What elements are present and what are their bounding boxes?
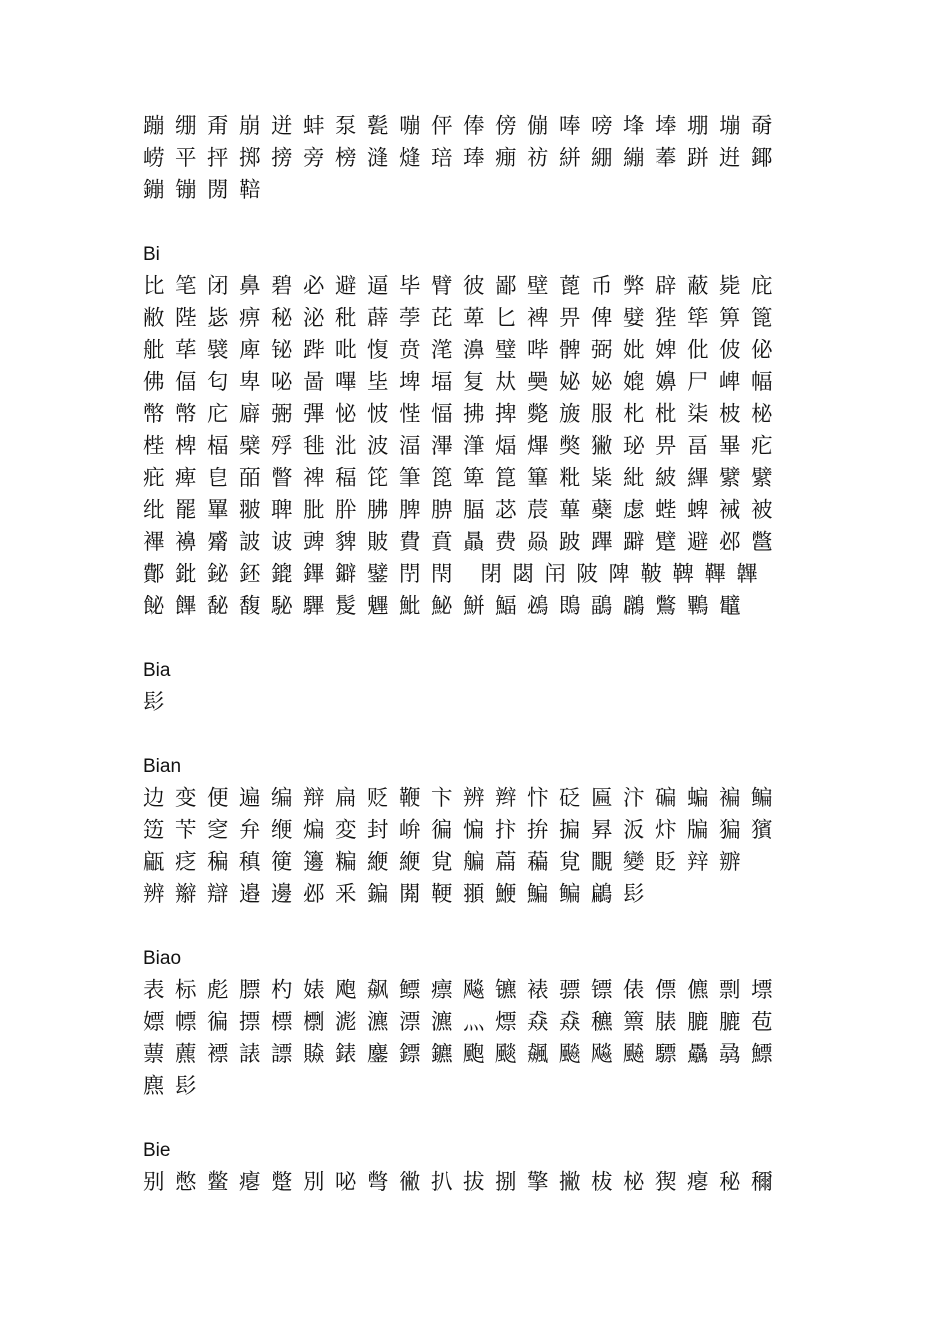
section-gap bbox=[143, 207, 823, 239]
character-row: 比笔闭鼻碧必避逼毕臂彼鄙壁蓖币弊辟蔽毙庇 bbox=[143, 274, 784, 299]
character-row: 表标彪膘杓婊飑飙鳔瘭飚镳裱骠镖俵僄儦剽墂 bbox=[143, 978, 784, 1003]
section-bi bbox=[143, 239, 823, 623]
character-row: 别憋鳖瘪蹩別咇彆徶扒拔捌擎撇柭柲猰瘪秘穪 bbox=[143, 1170, 784, 1195]
section-beng bbox=[143, 111, 823, 207]
character-row: 鄪鈚鉍鉟鎞鏎鐴鐾閅閇 閉閟闬陂陴鞁鞞鞸韠 bbox=[143, 562, 769, 587]
section-heading: Bie bbox=[143, 1140, 171, 1161]
section-heading: Bi bbox=[143, 244, 160, 265]
character-row: 梐椑楅檗殍毴沘波湢滭潷煏熚獘獙珌畀畐畢疕 bbox=[143, 434, 784, 459]
character-row: 纰罷罼翍聛肶肸胇脾腗腷苾莀蓽蘗虙蜌蜱裓被 bbox=[143, 498, 784, 523]
character-row: 甂疺稨稹箯籩糄緶緶覍艑萹藊覍覵變貶辡辧 bbox=[143, 850, 752, 875]
section-heading: Biao bbox=[143, 948, 182, 969]
section-bian bbox=[143, 751, 823, 911]
character-row: 襅襣觱詖诐豍貏貱費賁贔费赑跛蹕躃躄避邲鄨 bbox=[143, 530, 784, 555]
section-heading: Bia bbox=[143, 660, 171, 681]
section-gap bbox=[143, 1103, 823, 1135]
section-bie bbox=[143, 1135, 823, 1199]
section-heading: Bian bbox=[143, 756, 182, 777]
character-row: 嫖幖徧摽標檦滮瀌漂瀌灬熛猋猋穮篻脿膔膔苞 bbox=[143, 1010, 784, 1035]
character-row: 敝陛毖痹秘泌秕薜荸芘萆匕裨畀俾嬖狴筚箅篦 bbox=[143, 306, 784, 331]
character-row: 笾苄窆弁缏煸変封峅徧惼抃拚揙昪汳炞牑猵獱 bbox=[143, 818, 784, 843]
character-row: 蔈藨褾諘謤贆錶鏖鏢鑣颮颷飆飈飚飇驃驫骉鰾 bbox=[143, 1042, 784, 1067]
character-row: 飶饆馝馥駜驆髲魓魮鮅鮩鰏鴓鵖鶝鸊鷩鷝鼊 bbox=[143, 594, 752, 619]
section-gap bbox=[143, 719, 823, 751]
character-row: 幣幤庀廦弻彃怭怶悂愊拂捭斃旇服朼枇柒柀柲 bbox=[143, 402, 784, 427]
character-row: 麃髟 bbox=[143, 1074, 208, 1099]
character-row: 髟 bbox=[143, 690, 176, 715]
character-row: 蹦绷甭崩迸蚌泵甏嘣伻俸傍傰唪嗙埄埲堋塴奣 bbox=[143, 114, 784, 139]
character-row: 疪痺皀皕瞥禆稫笓筆箆箄箟篳粃粊紕紴縪繴繴 bbox=[143, 466, 784, 491]
character-row: 辨辮辯邉邊邲釆鍽閞鞕頨鯾鯿鳊鶣髟 bbox=[143, 882, 656, 907]
section-gap bbox=[143, 623, 823, 655]
character-row: 边变便遍编辩扁贬鞭卞辨辫忭砭匾汴碥蝙褊鳊 bbox=[143, 786, 784, 811]
character-list bbox=[143, 111, 823, 1199]
character-row: 崂平抨掷搒旁榜漨熢琣琫痭祊絣綳繃菶跰逬鎁 bbox=[143, 146, 784, 171]
character-row: 舭荜襞庳铋跸吡愎贲滗濞璧哔髀弼妣婢仳佊佖 bbox=[143, 338, 784, 363]
section-gap bbox=[143, 911, 823, 943]
character-row: 鏰镚閍鞛 bbox=[143, 178, 272, 203]
character-row: 佛偪匂卑咇啚嗶坒埤堛复夶奰妼妼媲嬶尸崥幅 bbox=[143, 370, 784, 395]
section-biao bbox=[143, 943, 823, 1103]
section-bia bbox=[143, 655, 823, 719]
